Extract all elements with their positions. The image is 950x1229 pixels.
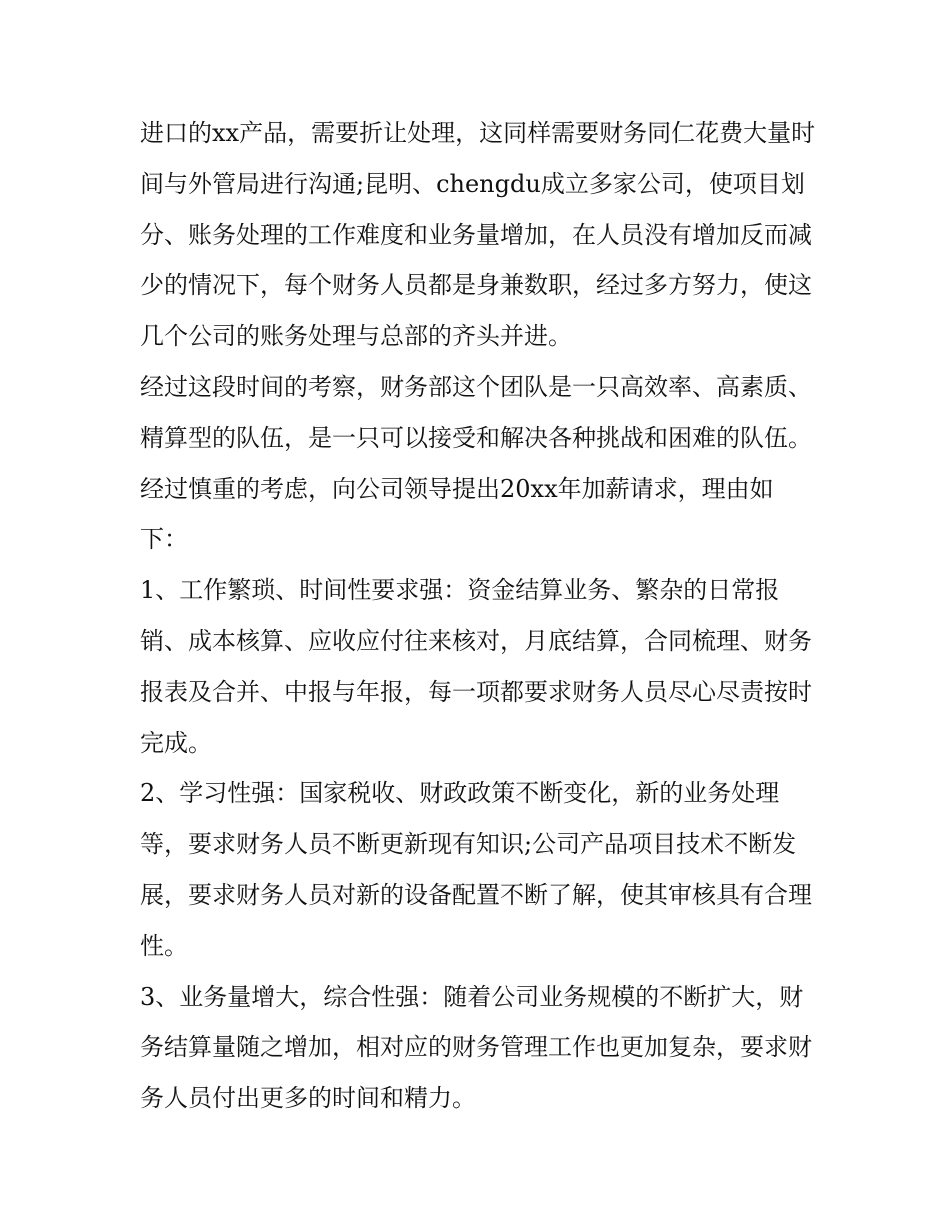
paragraph-reason-3: 3、业务量增大，综合性强：随着公司业务规模的不断扩大，财务结算量随之增加，相对应的财务管理工作也更加复杂，要求财务人员付出更多的时间和精力。 (140, 982, 812, 1113)
paragraph-reason-2: 2、学习性强：国家税收、财政政策不断变化，新的业务处理等，要求财务人员不断更新现有知识;公司产品项目技术不断发展，要求财务人员对新的设备配置不断了解，使其审核具有合理性。 (140, 779, 812, 960)
paragraph-team-assessment: 经过这段时间的考察，财务部这个团队是一只高效率、高素质、精算型的队伍，是一只可以接受和解决各种挑战和困难的队伍。经过慎重的考虑，向公司领导提出20xx年加薪请求，理由如下： (140, 372, 812, 554)
paragraph-reason-1: 1、工作繁琐、时间性要求强：资金结算业务、繁杂的日常报销、成本核算、应收应付往来核对，月底结算，合同梳理、财务报表及合并、中报与年报，每一项都要求财务人员尽心尽责按时完成。 (140, 576, 812, 757)
document-body (140, 108, 820, 1124)
paragraph-continuation: 进口的xx产品，需要折让处理，这同样需要财务同仁花费大量时间与外管局进行沟通;昆明、chengdu成立多家公司，使项目划分、账务处理的工作难度和业务量增加，在人员没有增加反而减少的情况下，每个财务人员都是身兼数职，经过多方努力，使这几个公司的账务处理与总部的齐头并进。 (140, 119, 816, 351)
